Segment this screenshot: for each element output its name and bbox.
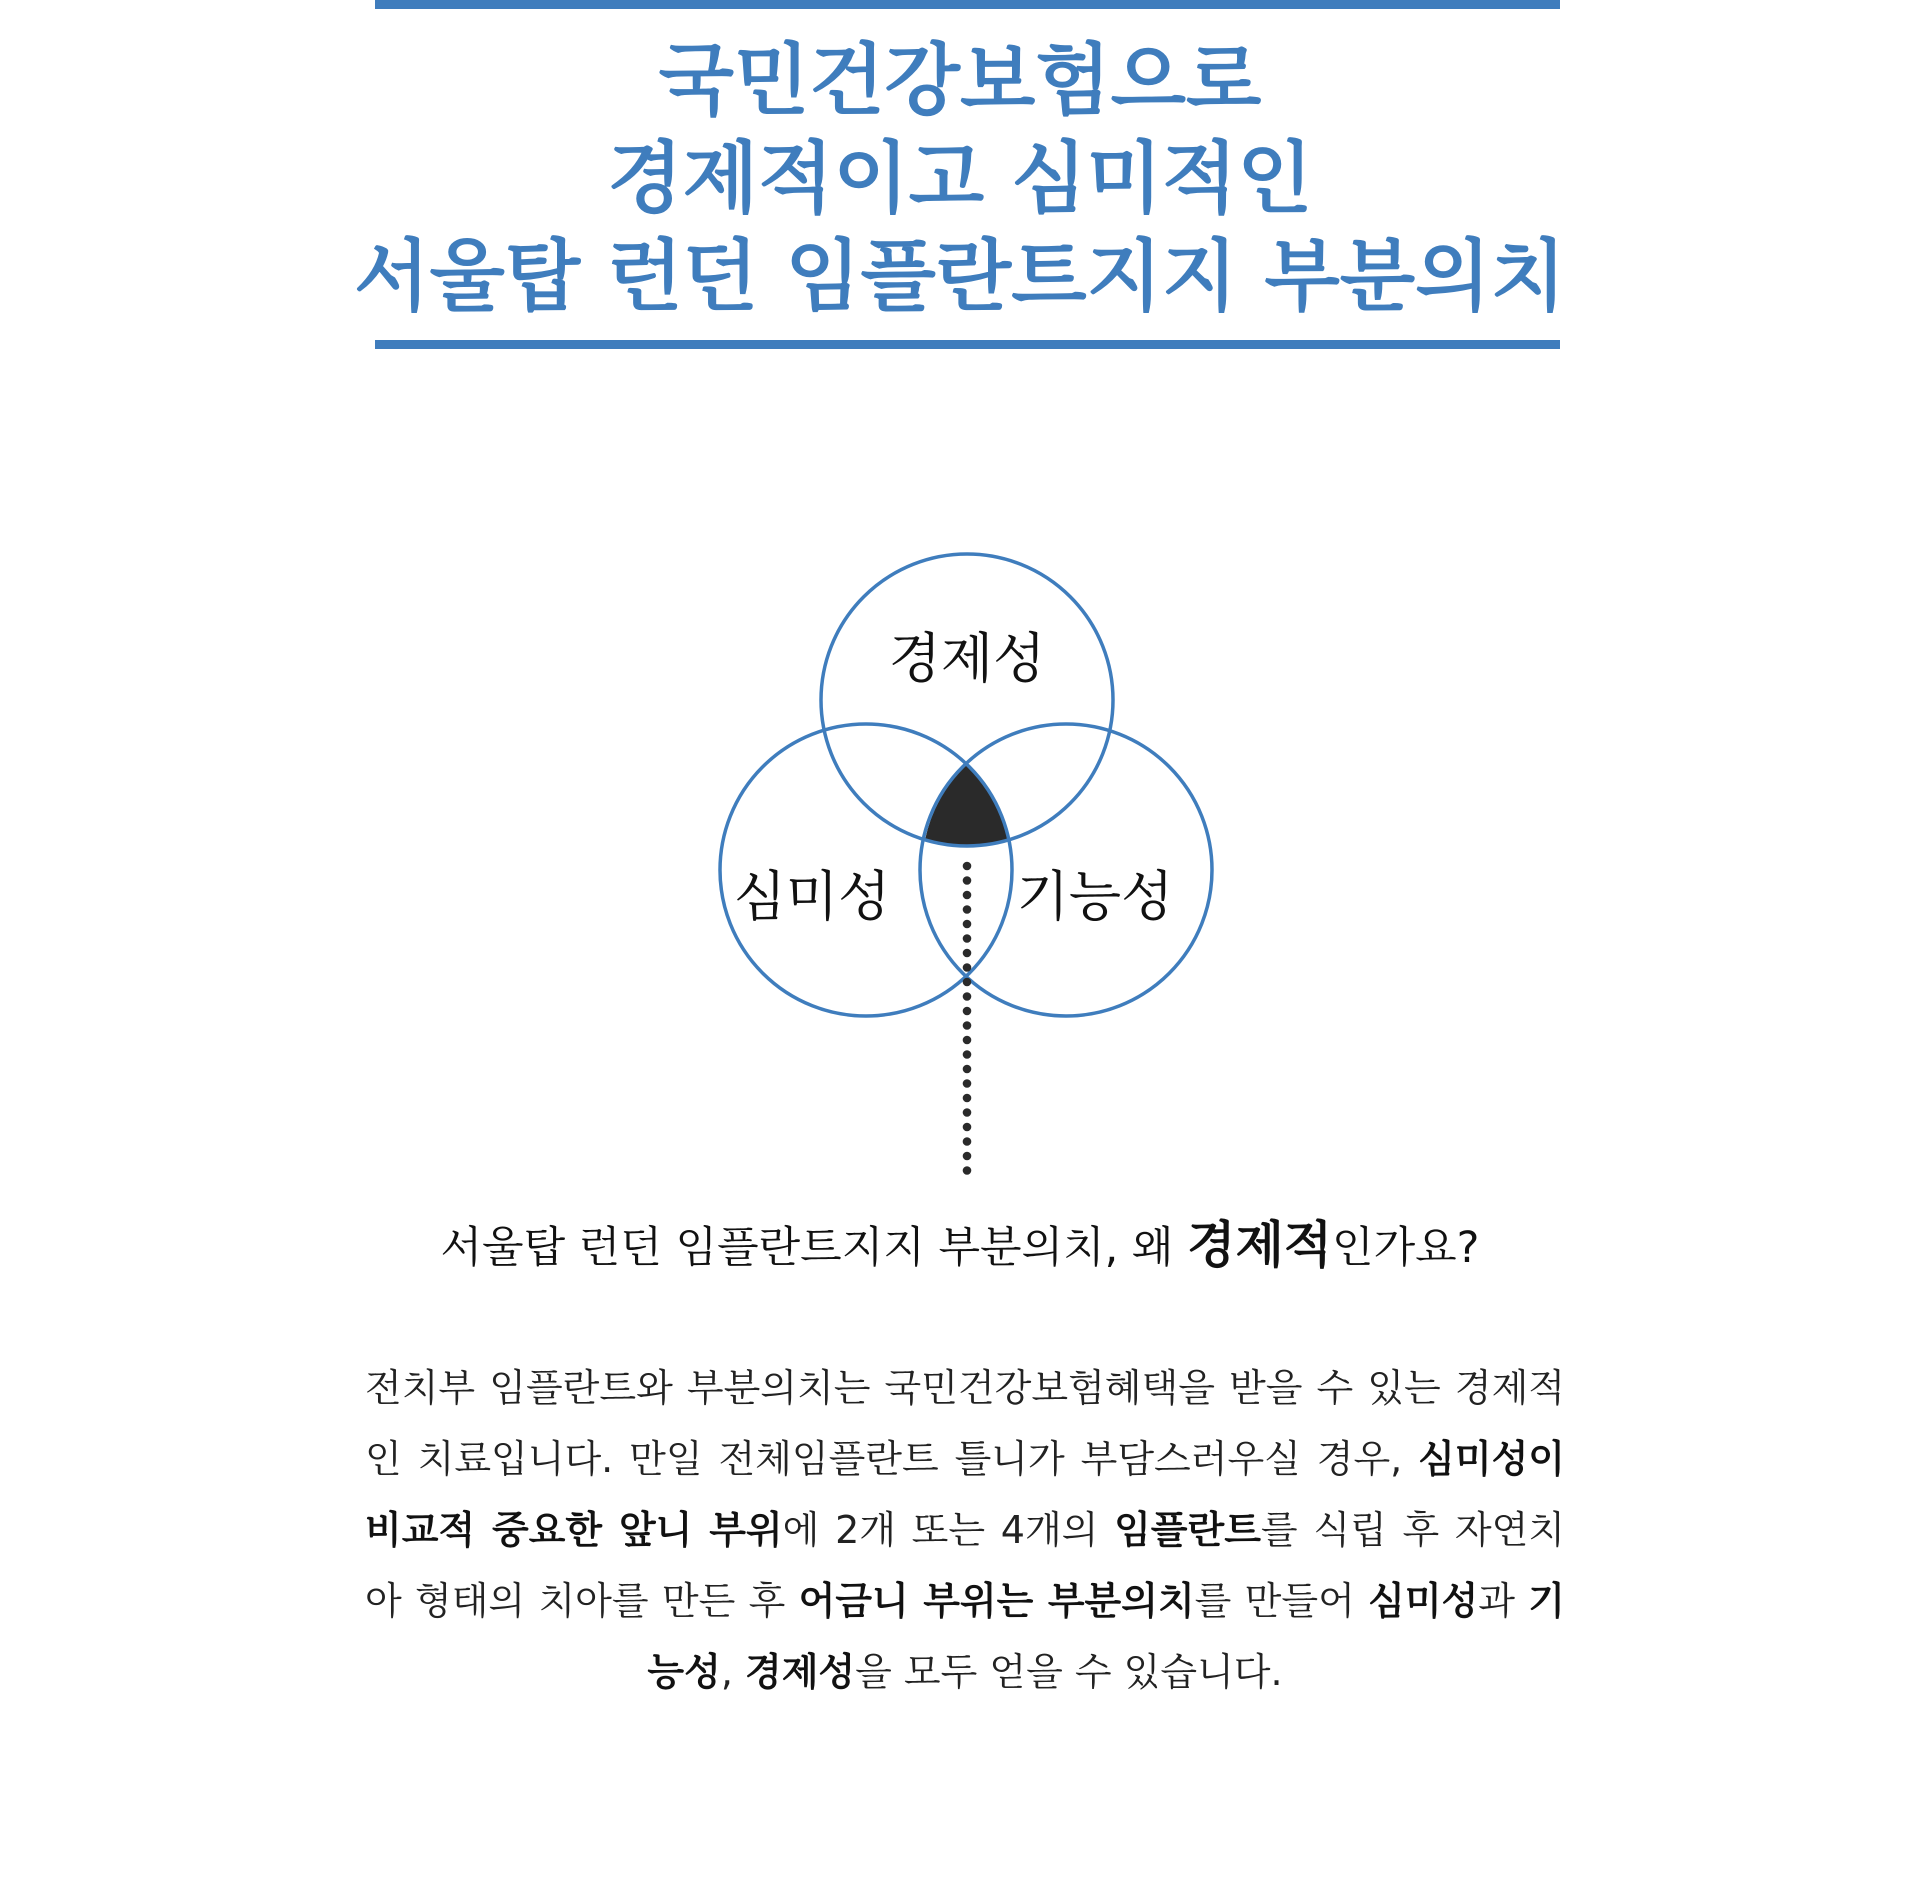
body-text-segment: 를 만들어: [1194, 1579, 1369, 1623]
question-text: 서울탑 런던 임플란트지지 부분의치, 왜: [440, 1223, 1188, 1273]
description-paragraph: [365, 1353, 1565, 1708]
body-text-segment: 전치부 임플란트와 부분의치는 국민건강보험혜택을 받을 수 있는 경제적인 치료입니다. 만일 전체임플란트 틀니가 부담스러우실 경우,: [365, 1366, 1565, 1481]
body-text-segment: 과: [1478, 1579, 1529, 1623]
body-text-segment: 를 식립 후 자연치아 형태의 치아를 만든 후: [365, 1508, 1565, 1623]
body-text-segment: 에 2개 또는 4개의: [782, 1508, 1115, 1552]
pointer-dot: [963, 1021, 972, 1030]
pointer-dot: [963, 934, 972, 943]
emphasis-text: 기능성: [647, 1579, 1565, 1694]
title-line-3: 서울탑 런던 임플란트지지 부분의치: [354, 232, 1566, 322]
venn-label-left: 심미성: [733, 865, 891, 928]
question-text-end: 인가요?: [1332, 1223, 1480, 1273]
venn-label-right: 기능성: [1016, 865, 1174, 928]
pointer-dot: [963, 891, 972, 900]
pointer-dot: [963, 1152, 972, 1161]
pointer-dot: [963, 862, 972, 871]
pointer-dot: [963, 949, 972, 958]
question-heading: [0, 1205, 1920, 1277]
pointer-dot: [963, 1108, 972, 1117]
title-line-2: 경제적이고 심미적인: [607, 134, 1313, 224]
pointer-dot: [963, 1050, 972, 1059]
pointer-dot: [963, 1079, 972, 1088]
pointer-dot: [963, 1036, 972, 1045]
title-bottom-rule: [375, 340, 1560, 349]
pointer-dot: [963, 876, 972, 885]
venn-dotted-pointer: [963, 862, 972, 1175]
pointer-dot: [963, 920, 972, 929]
pointer-dot: [963, 905, 972, 914]
title-top-rule: [375, 0, 1560, 9]
venn-label-top: 경제성: [888, 627, 1046, 690]
pointer-dot: [963, 1166, 972, 1175]
pointer-dot: [963, 1007, 972, 1016]
pointer-dot: [963, 1123, 972, 1132]
venn-diagram: [700, 540, 1220, 1180]
pointer-dot: [963, 992, 972, 1001]
page-title: [0, 32, 1920, 326]
pointer-dot: [963, 1137, 972, 1146]
emphasis-text: 어금니 부위는 부분의치: [798, 1579, 1195, 1623]
title-line-1: 국민건강보험으로: [658, 36, 1262, 126]
pointer-dot: [963, 1065, 972, 1074]
pointer-dot: [963, 1094, 972, 1103]
emphasis-text: 임플란트: [1114, 1508, 1261, 1552]
body-text-segment: 을 모두 얻을 수 있습니다.: [855, 1650, 1283, 1694]
pointer-dot: [963, 963, 972, 972]
pointer-dot: [963, 978, 972, 987]
body-text-segment: ,: [720, 1650, 745, 1694]
question-emphasis: 경제적: [1187, 1216, 1333, 1274]
emphasis-text: 경제성: [744, 1650, 856, 1694]
emphasis-text: 심미성: [1368, 1579, 1479, 1623]
emphasis-text: 심미성이 비교적 중요한 앞니 부위: [365, 1437, 1565, 1552]
